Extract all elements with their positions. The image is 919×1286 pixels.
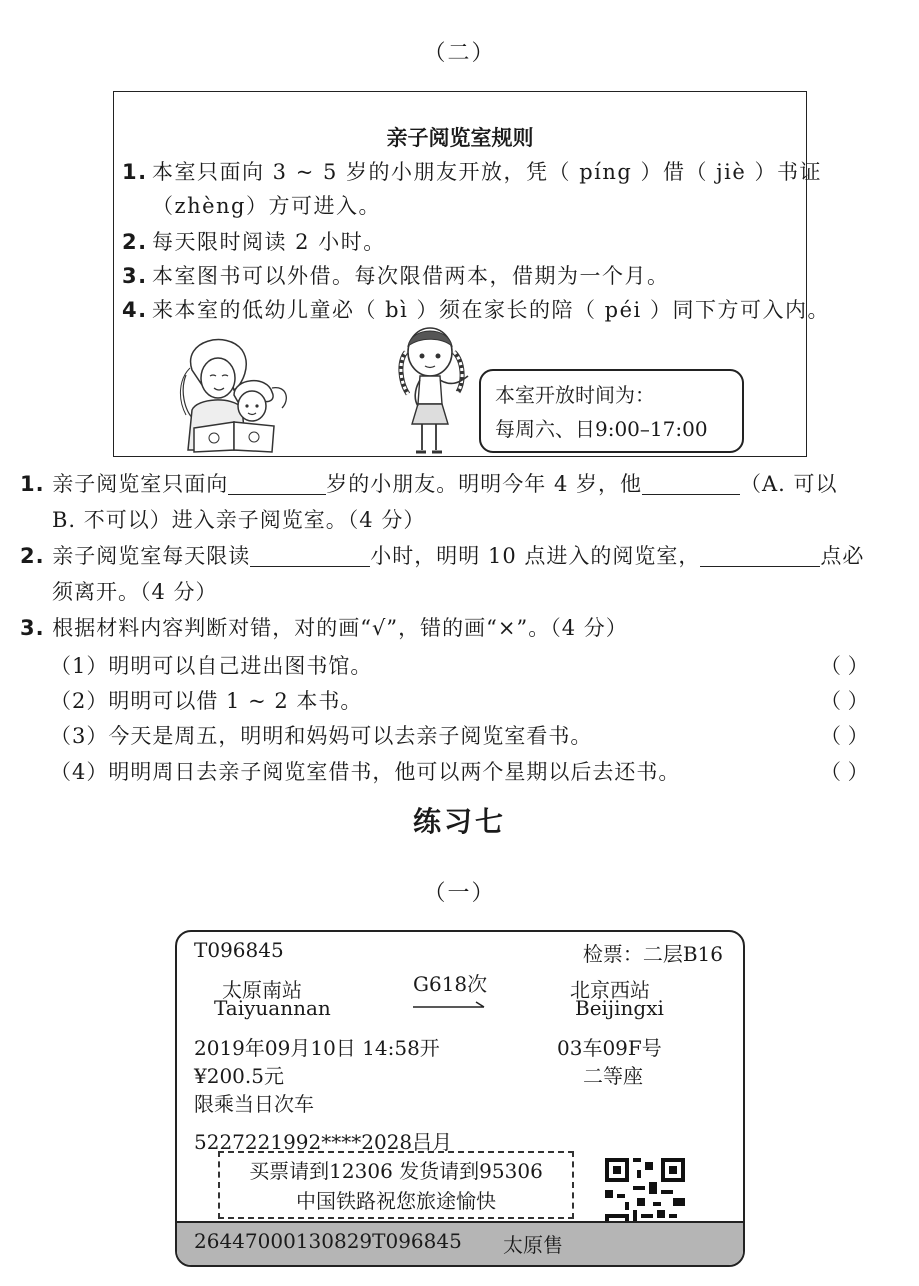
question-text: 须离开。（4 分） (52, 580, 218, 604)
rule-item-1-cont (152, 190, 381, 220)
ticket-slogan-box (218, 1151, 574, 1219)
rule-text: 每天限时阅读 2 小时。 (152, 230, 386, 254)
rule-num: 3. (122, 264, 148, 288)
section-label-two: （二） (423, 41, 496, 66)
rule-num: 1. (122, 160, 148, 184)
question-text: 点必 (820, 544, 865, 568)
rule-text: （zhèng）方可进入。 (152, 194, 381, 218)
departure-station: 太原南站 (222, 978, 302, 1002)
question-number: 2. (20, 544, 45, 568)
question-text: B. 不可以）进入亲子阅览室。（4 分） (52, 508, 426, 532)
rule-text: 本室只面向 3 ~ 5 岁的小朋友开放，凭（ píng ）借（ jiè ）书证 (152, 160, 822, 184)
answer-blank[interactable] (700, 545, 820, 567)
answer-blank[interactable] (642, 473, 740, 495)
judge-bracket-2[interactable]: （ ） (820, 689, 869, 713)
judge-bracket-1[interactable]: （ ） (820, 654, 869, 678)
question-2-line-1 (20, 540, 864, 570)
arrival-station-pinyin: Beijingxi (575, 996, 664, 1020)
answer-blank[interactable] (228, 473, 326, 495)
ticket-price: ¥200.5元 (194, 1064, 284, 1088)
passenger-id-name: 5227221992****2028吕月 (194, 1130, 453, 1154)
judge-bracket-3[interactable]: （ ） (820, 724, 869, 748)
judge-item-3: （3）今天是周五，明明和妈妈可以去亲子阅览室看书。 (50, 724, 593, 748)
question-1-line-1 (20, 468, 838, 498)
exercise-title: 练习七 (412, 805, 506, 838)
ticket-serial: 26447000130829T096845 (194, 1229, 462, 1253)
girl-illustration (392, 322, 482, 460)
bubble-line-2: 每周六、日9:00–17:00 (495, 417, 708, 441)
departure-station-pinyin: Taiyuannan (214, 996, 331, 1020)
answer-blank[interactable] (250, 545, 370, 567)
rule-item-4 (122, 294, 830, 324)
question-2-line-2 (52, 576, 218, 606)
rule-text: 本室图书可以外借。每次限借两本，借期为一个月。 (152, 264, 670, 288)
mother-child-reading-illustration (172, 330, 302, 455)
judge-item-2: （2）明明可以借 1 ~ 2 本书。 (50, 689, 363, 713)
seat-number: 03车09F号 (557, 1036, 662, 1060)
question-number: 1. (20, 472, 45, 496)
question-3 (20, 612, 628, 642)
question-text: 亲子阅览室每天限读 (52, 544, 251, 568)
slogan-line-1: 买票请到12306 发货请到95306 (249, 1159, 543, 1183)
seat-class: 二等座 (583, 1064, 643, 1088)
direction-arrow-icon (412, 996, 488, 1015)
train-ticket (175, 930, 745, 1267)
question-text: 亲子阅览室只面向 (52, 472, 229, 496)
rule-item-2 (122, 226, 386, 256)
question-text: （A. 可以 (740, 472, 838, 496)
question-1-line-2 (52, 504, 425, 534)
bubble-line-1: 本室开放时间为： (495, 383, 655, 407)
train-number: G618次 (413, 972, 488, 996)
opening-hours-bubble (479, 369, 744, 453)
judge-item-1: （1）明明可以自己进出图书馆。 (50, 654, 373, 678)
departure-datetime: 2019年09月10日 14:58开 (194, 1036, 440, 1060)
rule-item-1 (122, 156, 822, 186)
ticket-limit: 限乘当日次车 (194, 1092, 314, 1116)
question-text: 小时，明明 10 点进入的阅览室， (370, 544, 701, 568)
arrival-station: 北京西站 (570, 978, 650, 1002)
rule-text: 来本室的低幼儿童必（ bì ）须在家长的陪（ péi ）同下方可入内。 (152, 298, 830, 322)
judge-bracket-4[interactable]: （ ） (820, 760, 869, 784)
ticket-sold-station: 太原售 (503, 1233, 563, 1257)
judge-item-4: （4）明明周日去亲子阅览室借书，他可以两个星期以后去还书。 (50, 760, 681, 784)
question-number: 3. (20, 616, 45, 640)
rule-num: 4. (122, 298, 148, 322)
question-text: 根据材料内容判断对错，对的画“√”，错的画“×”。（4 分） (52, 616, 628, 640)
slogan-line-2: 中国铁路祝您旅途愉快 (296, 1189, 496, 1213)
ticket-check-gate: 检票：二层B16 (582, 942, 723, 966)
rule-item-3 (122, 260, 670, 290)
question-text: 岁的小朋友。明明今年 4 岁，他 (326, 472, 642, 496)
rules-title: 亲子阅览室规则 (386, 126, 534, 150)
rule-num: 2. (122, 230, 148, 254)
ticket-bottom-strip (177, 1221, 743, 1265)
section-label-one: （一） (423, 881, 496, 906)
ticket-code: T096845 (194, 938, 284, 962)
